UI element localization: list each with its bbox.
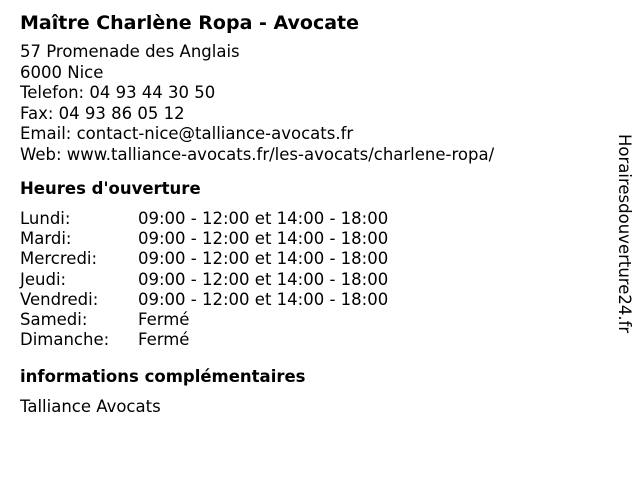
day-label: Lundi: <box>20 209 71 228</box>
phone-number: Telefon: 04 93 44 30 50 <box>20 83 216 102</box>
day-hours: 09:00 - 12:00 et 14:00 - 18:00 <box>138 209 389 228</box>
hours-row <box>20 270 388 290</box>
day-hours: Fermé <box>138 310 190 330</box>
page-title: Maître Charlène Ropa - Avocate <box>20 12 360 34</box>
day-hours: 09:00 - 12:00 et 14:00 - 18:00 <box>138 229 389 249</box>
day-hours: Fermé <box>138 330 190 350</box>
business-card <box>20 10 600 418</box>
additional-info-heading: informations complémentaires <box>20 367 306 387</box>
day-label: Vendredi: <box>20 289 99 309</box>
day-hours: 09:00 - 12:00 et 14:00 - 18:00 <box>138 249 389 269</box>
additional-info-text: Talliance Avocats <box>20 397 161 417</box>
day-label: Mercredi: <box>20 249 98 269</box>
hours-row <box>20 330 388 350</box>
fax-number: Fax: 04 93 86 05 12 <box>20 103 185 123</box>
opening-hours-heading: Heures d'ouverture <box>20 179 201 198</box>
street-address: 57 Promenade des Anglais <box>20 42 240 61</box>
email-address: Email: contact-nice@talliance-avocats.fr <box>20 124 354 143</box>
city-postcode: 6000 Nice <box>20 62 104 82</box>
day-hours: 09:00 - 12:00 et 14:00 - 18:00 <box>138 289 389 309</box>
contact-block <box>20 42 600 165</box>
day-label: Mardi: <box>20 229 72 249</box>
site-watermark: Horairesdouverture24.fr <box>615 134 634 334</box>
hours-row <box>20 290 388 310</box>
day-label: Samedi: <box>20 310 88 330</box>
hours-row <box>20 310 388 330</box>
day-label: Dimanche: <box>20 330 110 350</box>
hours-row <box>20 229 388 249</box>
day-label: Jeudi: <box>20 269 67 289</box>
hours-row <box>20 209 388 229</box>
hours-row <box>20 249 388 269</box>
website-url: Web: www.talliance-avocats.fr/les-avocats/charlene-ropa/ <box>20 144 495 164</box>
day-hours: 09:00 - 12:00 et 14:00 - 18:00 <box>138 269 389 289</box>
opening-hours-table <box>20 209 388 350</box>
